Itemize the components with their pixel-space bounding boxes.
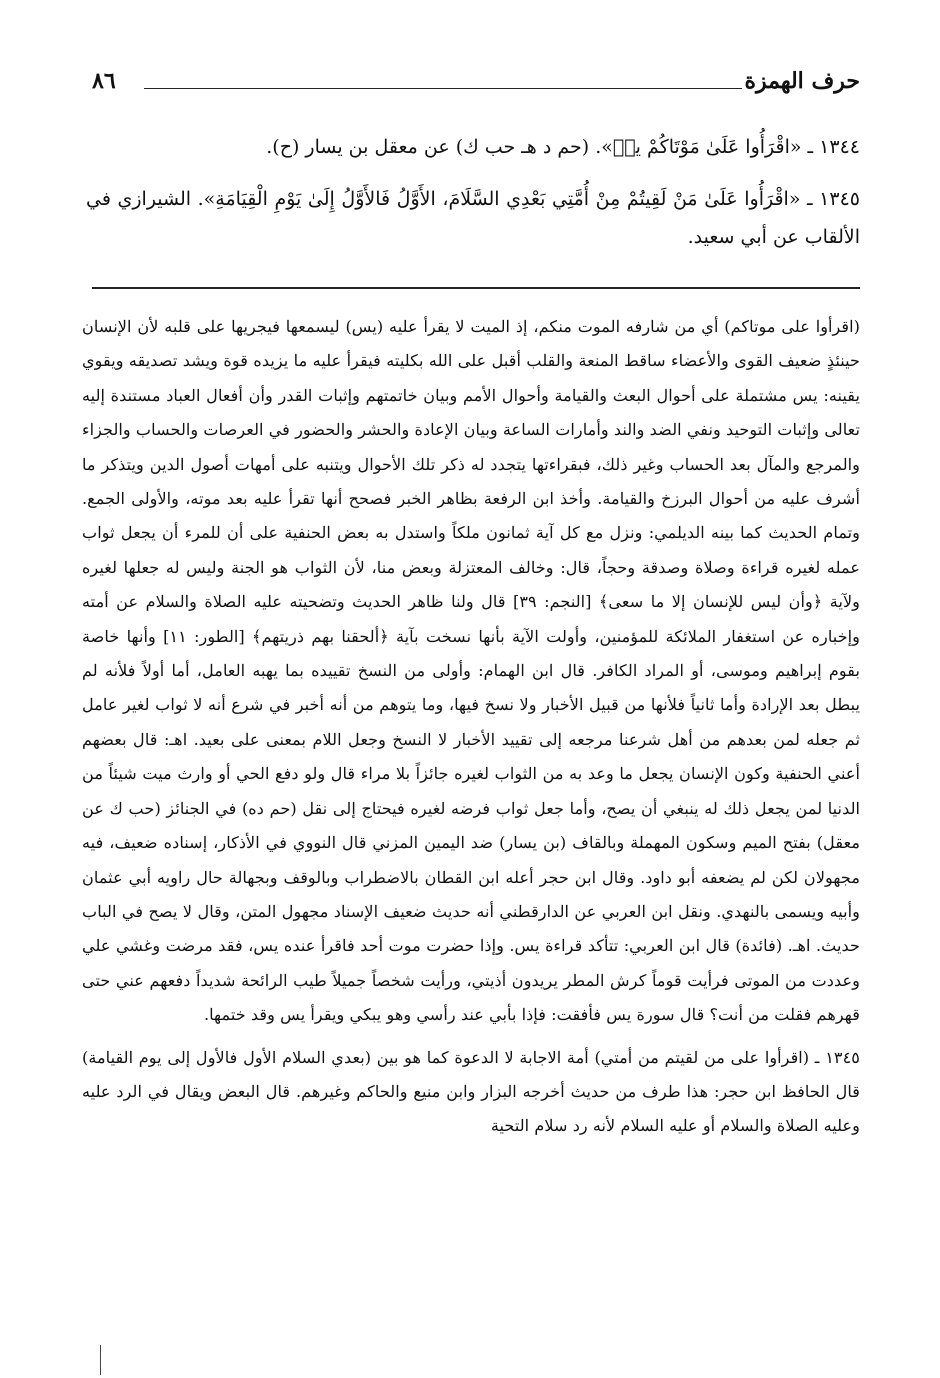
hadith-1344: ١٣٤٤ ـ «اقْرَأُوا عَلَىٰ مَوْتَاكُمْ يسۤ». (حم د هـ حب ك) عن معقل بن يسار (ح). bbox=[266, 136, 860, 158]
commentary-body bbox=[82, 310, 860, 1144]
hadith-1345: ١٣٤٥ ـ «اقْرَأُوا عَلَىٰ مَنْ لَقِيتُمْ مِنْ أُمَّتِي بَعْدِي السَّلَامَ، الأَوَّلُ فَالأَوَّلُ إِلَىٰ يَوْمِ الْقِيَامَةِ». الشيرازي في الألقاب عن أبي سعيد. bbox=[86, 188, 860, 248]
commentary-paragraph-1345: ١٣٤٥ ـ (اقرأوا على من لقيتم من أمتي) أمة الاجابة لا الدعوة كما هو بين (بعدي السلام الأول فالأول إلى يوم القيامة) قال الحافظ ابن حجر: هذا طرف من حديث أخرجه البزار وابن منيع والحاكم وغيرهم. قال البعض ويقال في الرد عليه وعليه الصلاة والسلام أو عليه السلام لأنه رد سلام التحية bbox=[82, 1047, 860, 1136]
chapter-title: حرف الهمزة bbox=[744, 68, 860, 94]
section-separator bbox=[92, 287, 860, 289]
header-rule bbox=[144, 88, 742, 89]
margin-mark bbox=[100, 1345, 101, 1375]
commentary-paragraph-1344: (اقرأوا على موتاكم) أي من شارفه الموت منكم، إذ الميت لا يقرأ عليه (يس) ليسمعها فيجريها على قلبه لأن الإنسان حينئذٍ ضعيف القوى والأعضاء ساقط المنعة والقلب أقبل على الله بكليته فيقرأ عليه ما يزيده قوة ويشد تصديقه ويقوي يقينه: يس مشتملة على أحوال البعث والقيامة وأحوال الأمم وبيان خاتمتهم وإثبات القدر وأن أفعال العباد مستندة إليه تعالى وإثبات التوحيد ونفي الضد والند وأمارات الساعة وبيان الإعادة والحشر والحضور في العرصات والحساب والجزاء والمرجع والمآل بعد الحساب وغير ذلك، فبقراءتها يتجدد له ذكر تلك الأحوال ويتنبه على أمهات أصول الدين ويتذكر ما أشرف عليه من أحوال البرزخ والقيامة. وأخذ ابن الرفعة بظاهر الخبر فصحح أنها تقرأ عليه بعد موته، والأولى الجمع. وتمام الحديث كما بينه الديلمي: ونزل مع كل آية ثمانون ملكاً واستدل به بعض الحنفية على أن للمرء أن يجعل ثواب عمله لغيره قراءة وصلاة وصدقة وحجاً، قال: وخالف المعتزلة وبعض منا، لأن الثواب هو الجنة وليس له جعلها لغيره ولآية ﴿وأن ليس للإنسان إلا ما سعى﴾ [النجم: ٣٩] قال ولنا ظاهر الحديث وتضحيته عليه الصلاة والسلام عن أمته وإخباره عن استغفار الملائكة للمؤمنين، وأولت الآية بأنها نسخت بآية ﴿ألحقنا بهم ذريتهم﴾ [الطور: ١١] وأنها خاصة بقوم إبراهيم وموسى، أو المراد الكافر. قال ابن الهمام: وأولى من النسخ تقييده بما يهبه العامل، أما أولاً فلأنه لم يبطل بعد الإرادة وأما ثانياً فلأنها من قبيل الأخبار ولا نسخ فيها، وما يتوهم من أنه أخبر في شرع أنه لا ثواب لغير عامل ثم جعله لمن بعدهم من أهل شرعنا مرجعه إلى تقييد الأخبار لا النسخ وجعل اللام بمعنى على بعيد. اهـ: قال بعضهم أعني الحنفية وكون الإنسان يجعل ما وعد به من الثواب لغيره جائزاً بلا مراء قال ولو دفع الحي أو وارث ميت شيئاً من الدنيا لمن يجعل ذلك له ينبغي أن يصح، وأما جعل ثواب فرضه لغيره فيحتاج إلى نقل (حم ده) في الجنائز (حب ك عن معقل) بفتح الميم وسكون المهملة وبالقاف (بن يسار) ضد اليمين المزني قال النووي في الأذكار، إسناده ضعيف، فيه مجهولان لكن لم يضعفه أبو داود. وقال ابن حجر أعله ابن القطان بالاضطراب وبالوقف وبجهالة حال راويه أبي عثمان وأبيه ويسمى بالنهدي. ونقل ابن العربي عن الدارقطني أنه حديث ضعيف الإسناد مجهول المتن، وقال لا يصح في الباب حديث. اهـ. (فائدة) قال ابن العربي: تتأكد قراءة يس. وإذا حضرت موت أحد فاقرأ عنده يس، فقد مرضت وغشي علي وعددت من الموتى فرأيت قوماً كرش المطر يريدون أذيتي، ورأيت شخصاً جميلاً طيب الرائحة شديداً دفعهم عني حتى قهرهم فقلت من أنت؟ قال سورة يس فأفقت: فإذا بأبي عند رأسي وهو يبكي ويقرأ يس وقد ختمها. bbox=[82, 317, 860, 1025]
running-header bbox=[92, 62, 860, 102]
page-number: ٨٦ bbox=[92, 68, 116, 94]
